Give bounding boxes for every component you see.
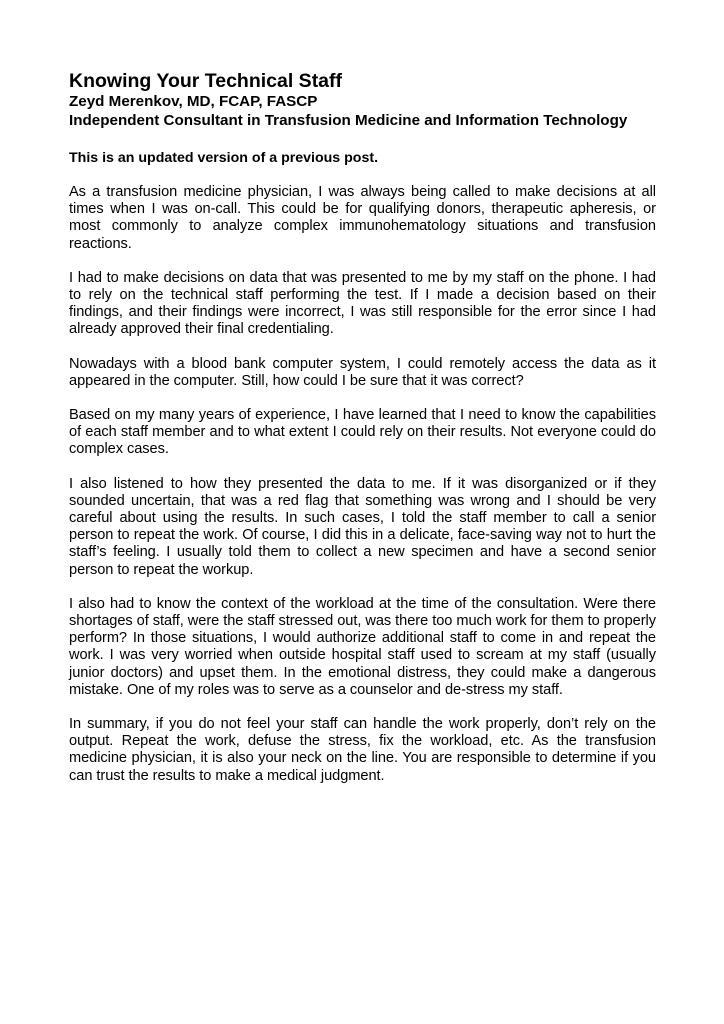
document-title: Knowing Your Technical Staff (69, 70, 343, 92)
affiliation-line: Independent Consultant in Transfusion Medicine and Information Technology (69, 112, 628, 129)
paragraph: I also listened to how they presented the data to me. If it was disorganized or if they sounded uncertain, that was a red flag that something was wrong and I should be very careful about using the results. In such cases, I told the staff member to call a senior person to repeat the work. Of course, I did this in a delicate, face-saving way not to hurt the staff’s feeling. I usually told them to collect a new specimen and have a second senior person to repeat the workup. (69, 475, 656, 578)
paragraph: In summary, if you do not feel your staff can handle the work properly, don’t rely on the output. Repeat the work, defuse the stress, fix the workload, etc. As the transfusion medicine physician, it is also your neck on the line. You are responsible to determine if you can trust the results to make a medical judgment. (69, 716, 656, 784)
paragraph: Based on my many years of experience, I have learned that I need to know the capabilities of each staff member and to what extent I could rely on their results. Not everyone could do complex cases. (69, 407, 656, 458)
document-page (69, 70, 656, 785)
paragraph: As a transfusion medicine physician, I was always being called to make decisions at all times when I was on-call. This could be for qualifying donors, therapeutic apheresis, or most commonly to analyze complex immunohematology situations and transfusion reactions. (69, 184, 656, 252)
author-line: Zeyd Merenkov, MD, FCAP, FASCP (69, 93, 318, 110)
paragraph: Nowadays with a blood bank computer system, I could remotely access the data as it appeared in the computer. Still, how could I be sure that it was correct? (69, 355, 656, 389)
paragraph: I also had to know the context of the workload at the time of the consultation. Were there shortages of staff, were the staff stressed out, was there too much work for them to properly perform? In those situations, I would authorize additional staff to come in and repeat the work. I was very worried when outside hospital staff used to scream at my staff (usually junior doctors) and upset them. In the emotional distress, they could make a dangerous mistake. One of my roles was to serve as a counselor and de-stress my staff. (69, 595, 656, 698)
paragraph: I had to make decisions on data that was presented to me by my staff on the phone. I had to rely on the technical staff performing the test. If I made a decision based on their findings, and their findings were incorrect, I was still responsible for the error since I had already approved their final credentialing. (69, 269, 656, 338)
update-note: This is an updated version of a previous post. (69, 150, 379, 166)
